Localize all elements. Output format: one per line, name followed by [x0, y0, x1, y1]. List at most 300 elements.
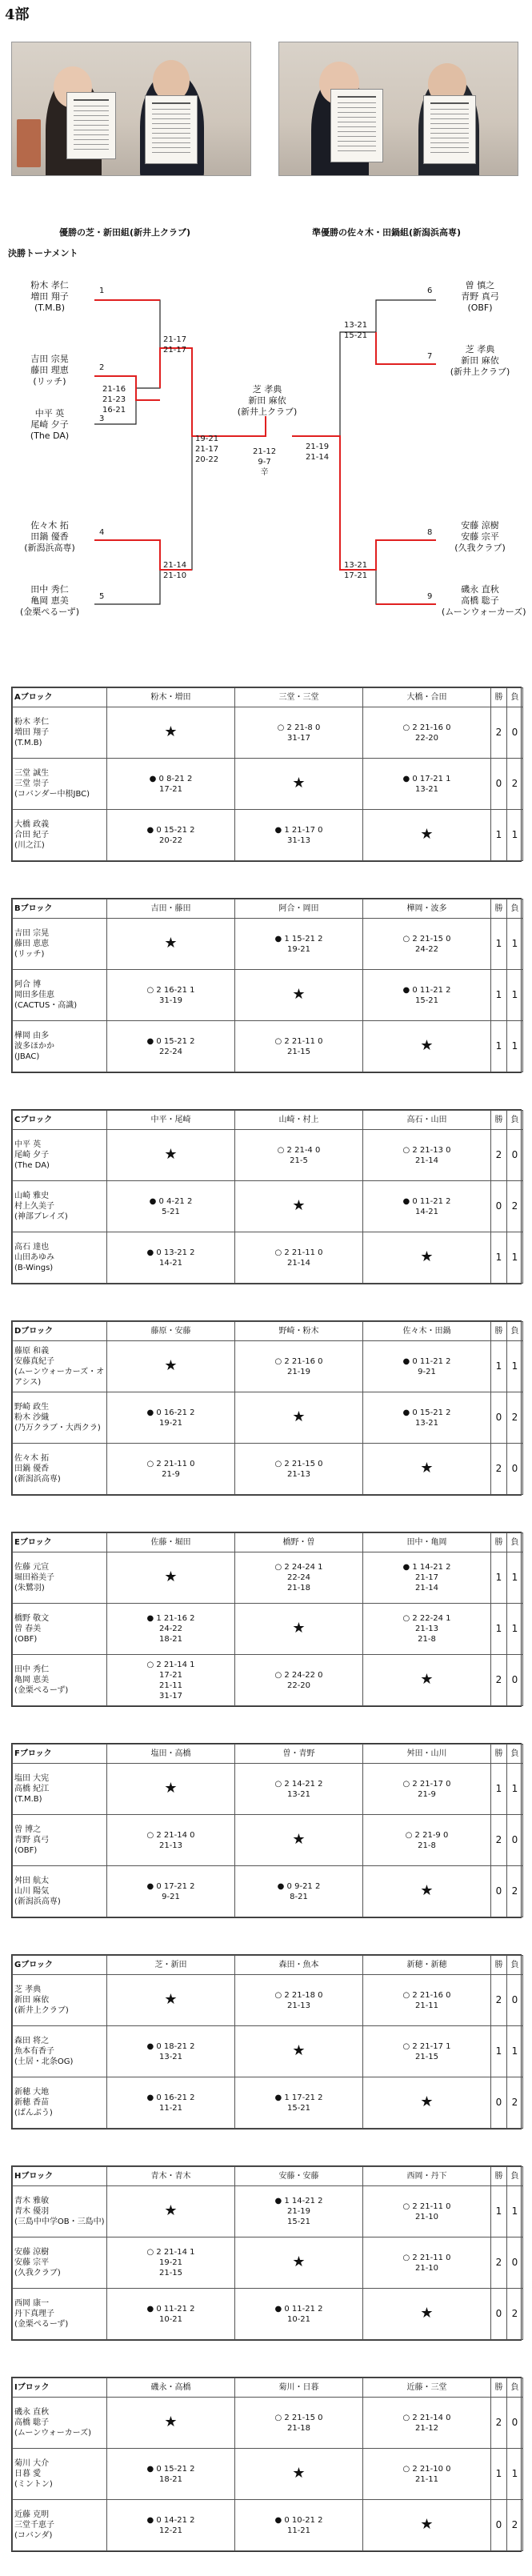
player-names: 大橋 政義 合田 紀子 (川之江) — [13, 810, 107, 861]
column-header: 藤原・安藤 — [107, 1322, 235, 1341]
star-icon: ★ — [164, 1779, 178, 1797]
player-names: 安藤 涼樹 安藤 宗平 (久我クラブ) — [13, 2237, 107, 2289]
bracket-team: 安藤 涼樹 安藤 宗平 (久我クラブ) — [454, 520, 506, 553]
player-names: 三堂 誠生 三堂 崇子 (コバンダー中根JBC) — [13, 759, 107, 810]
star-icon: ★ — [420, 1670, 434, 1688]
star-icon: ★ — [164, 1568, 178, 1585]
star-icon: ★ — [292, 1196, 306, 1214]
match-cell: ○ 2 21-8 0 31-17 — [235, 707, 363, 759]
star-icon: ★ — [164, 2413, 178, 2430]
seed-number: 1 — [99, 286, 105, 295]
match-cell — [363, 2500, 491, 2551]
match-cell — [107, 1341, 235, 1392]
column-header: 塩田・高橋 — [107, 1745, 235, 1764]
loss-count: 2 — [507, 1392, 523, 1444]
match-cell: ○ 2 21-11 0 21-10 — [363, 2237, 491, 2289]
block-name: Bブロック — [13, 899, 107, 919]
match-cell: ● 1 17-21 2 15-21 — [235, 2077, 363, 2129]
star-icon: ★ — [164, 1990, 178, 2008]
loss-count: 0 — [507, 1130, 523, 1181]
win-count: 1 — [491, 1552, 507, 1604]
loss-count: 1 — [507, 970, 523, 1021]
column-header: 粉木・増田 — [107, 688, 235, 707]
star-icon: ★ — [292, 1619, 306, 1637]
player-names: 樺岡 由多 波多ほかか (JBAC) — [13, 1021, 107, 1072]
column-header: 安藤・安藤 — [235, 2167, 363, 2186]
match-cell: ○ 2 21-16 0 21-19 — [235, 1341, 363, 1392]
win-count: 1 — [491, 2026, 507, 2077]
player-names: 舛田 航太 山川 陽気 (新潟浜高専) — [13, 1866, 107, 1917]
player-names: 塩田 大宪 高橋 紀江 (T.M.B) — [13, 1764, 107, 1815]
win-count: 0 — [491, 2289, 507, 2340]
block-table — [11, 2165, 522, 2341]
win-count: 1 — [491, 1764, 507, 1815]
match-cell: ● 0 10-21 2 11-21 — [235, 2500, 363, 2551]
match-cell: ○ 2 21-16 0 21-11 — [363, 1975, 491, 2026]
match-score: 21-14 21-10 — [163, 561, 187, 580]
seed-number: 4 — [99, 528, 105, 537]
block-table — [11, 898, 522, 1073]
block-table — [11, 1743, 522, 1918]
win-count: 2 — [491, 1444, 507, 1495]
block-name: Cブロック — [13, 1111, 107, 1130]
star-icon: ★ — [420, 2093, 434, 2110]
column-header: 三堂・三堂 — [235, 688, 363, 707]
player-names: 佐々木 拓 田鍋 優香 (新潟浜高専) — [13, 1444, 107, 1495]
loss-count: 1 — [507, 2449, 523, 2500]
match-cell: ○ 2 21-15 0 24-22 — [363, 919, 491, 970]
table-row — [13, 2289, 523, 2340]
star-icon: ★ — [292, 774, 306, 791]
match-cell: ● 0 15-21 2 20-22 — [107, 810, 235, 861]
loss-header: 負 — [507, 1111, 523, 1130]
win-header: 勝 — [491, 1322, 507, 1341]
match-cell: ○ 2 24-22 0 22-20 — [235, 1655, 363, 1706]
seed-number: 2 — [99, 363, 105, 372]
table-row — [13, 1604, 523, 1655]
table-row — [13, 2026, 523, 2077]
player-names: 山崎 雅史 村上久美子 (神部ブレイズ) — [13, 1181, 107, 1232]
table-row — [13, 810, 523, 861]
player-names: 阿合 博 岡田多佳恵 (CACTUS・高識) — [13, 970, 107, 1021]
match-score: 21-17 21-17 — [163, 335, 187, 355]
match-cell: ● 0 17-21 2 9-21 — [107, 1866, 235, 1917]
table-row — [13, 1815, 523, 1866]
win-header: 勝 — [491, 1745, 507, 1764]
match-cell: ● 0 14-21 2 12-21 — [107, 2500, 235, 2551]
loss-header: 負 — [507, 1745, 523, 1764]
match-cell: ● 1 14-21 2 21-19 15-21 — [235, 2186, 363, 2237]
win-count: 2 — [491, 1655, 507, 1706]
match-cell: ○ 2 24-24 1 22-24 21-18 — [235, 1552, 363, 1604]
win-header: 勝 — [491, 2378, 507, 2398]
bracket-team: 磯永 直秋 高橋 聡子 (ムーンウォーカーズ) — [442, 584, 526, 617]
player-names: 芝 孝典 新田 麻依 (新井上クラブ) — [13, 1975, 107, 2026]
table-row — [13, 2500, 523, 2551]
column-header: 芝・新田 — [107, 1956, 235, 1975]
match-cell: ● 0 9-21 2 8-21 — [235, 1866, 363, 1917]
match-cell: ○ 2 21-15 0 21-18 — [235, 2398, 363, 2449]
player-names: 菊川 大介 日暮 愛 (ミントン) — [13, 2449, 107, 2500]
match-cell: ● 0 11-21 2 14-21 — [363, 1181, 491, 1232]
match-cell — [107, 1552, 235, 1604]
match-cell: ● 0 11-21 2 10-21 — [107, 2289, 235, 2340]
table-row — [13, 2077, 523, 2129]
loss-count: 2 — [507, 2289, 523, 2340]
win-header: 勝 — [491, 1111, 507, 1130]
win-count: 1 — [491, 810, 507, 861]
player-names: 新穂 大地 新穂 香苗 (ばんぶう) — [13, 2077, 107, 2129]
star-icon: ★ — [420, 2515, 434, 2533]
bracket-team: 粉木 孝仁 増田 翔子 (T.M.B) — [30, 280, 69, 313]
bracket-team: 佐々木 拓 田鍋 優香 (新潟浜高専) — [24, 520, 75, 553]
table-row — [13, 1392, 523, 1444]
loss-count: 1 — [507, 1341, 523, 1392]
player-names: 藤原 和義 安藤真紀子 (ムーンウォーカーズ・オアシス) — [13, 1341, 107, 1392]
table-row — [13, 707, 523, 759]
match-cell: ● 0 4-21 2 5-21 — [107, 1181, 235, 1232]
column-header: 樺岡・波多 — [363, 899, 491, 919]
match-cell: ● 0 11-21 2 10-21 — [235, 2289, 363, 2340]
win-count: 2 — [491, 1815, 507, 1866]
match-cell — [363, 1021, 491, 1072]
match-cell: ○ 2 21-11 0 21-14 — [235, 1232, 363, 1284]
loss-count: 1 — [507, 919, 523, 970]
table-row — [13, 1341, 523, 1392]
table-row — [13, 1021, 523, 1072]
match-cell: ● 1 21-17 0 31-13 — [235, 810, 363, 861]
column-header: 佐藤・堀田 — [107, 1533, 235, 1552]
bracket-team: 芝 孝典 新田 麻依 (新井上クラブ) — [450, 344, 510, 377]
player-names: 曽 博之 青野 真弓 (OBF) — [13, 1815, 107, 1866]
block-name: Iブロック — [13, 2378, 107, 2398]
star-icon: ★ — [420, 825, 434, 843]
block-name: Gブロック — [13, 1956, 107, 1975]
column-header: 佐々木・田鍋 — [363, 1322, 491, 1341]
match-cell — [107, 1130, 235, 1181]
win-count: 2 — [491, 2237, 507, 2289]
player-names: 森田 将之 魚本有香子 (土居・北条OG) — [13, 2026, 107, 2077]
star-icon: ★ — [420, 2304, 434, 2322]
column-header: 舛田・山川 — [363, 1745, 491, 1764]
match-cell — [235, 1181, 363, 1232]
page-title: 4部 — [5, 6, 30, 23]
block-table — [11, 1320, 522, 1496]
player-names: 西岡 康一 丹下真理子 (金栗ぺるーず) — [13, 2289, 107, 2340]
column-header: 森田・魚本 — [235, 1956, 363, 1975]
loss-header: 負 — [507, 2378, 523, 2398]
match-cell — [363, 1444, 491, 1495]
win-count: 1 — [491, 1341, 507, 1392]
match-score: 13-21 15-21 — [344, 321, 368, 340]
champion-team: 芝 孝典 新田 麻依 (新井上クラブ) — [237, 384, 298, 417]
block-name: Aブロック — [13, 688, 107, 707]
table-row — [13, 1130, 523, 1181]
star-icon: ★ — [292, 985, 306, 1003]
player-names: 磯永 直秋 高橋 聡子 (ムーンウォーカーズ) — [13, 2398, 107, 2449]
match-score: 21-19 21-14 — [306, 443, 330, 462]
star-icon: ★ — [292, 1408, 306, 1425]
tournament-label: 決勝トーナメント — [8, 248, 78, 258]
match-cell: ● 0 13-21 2 14-21 — [107, 1232, 235, 1284]
column-header: 橋野・曽 — [235, 1533, 363, 1552]
loss-count: 1 — [507, 1021, 523, 1072]
match-cell: ● 1 14-21 2 21-17 21-14 — [363, 1552, 491, 1604]
table-row — [13, 1764, 523, 1815]
loss-header: 負 — [507, 2167, 523, 2186]
runnerup-photo — [278, 42, 518, 176]
star-icon: ★ — [420, 1881, 434, 1899]
match-cell — [235, 970, 363, 1021]
match-cell — [363, 1866, 491, 1917]
table-row — [13, 2398, 523, 2449]
match-cell: ○ 2 21-18 0 21-13 — [235, 1975, 363, 2026]
match-cell — [235, 2026, 363, 2077]
seed-number: 3 — [99, 415, 105, 423]
match-cell — [107, 2186, 235, 2237]
match-cell: ● 0 16-21 2 19-21 — [107, 1392, 235, 1444]
match-cell: ● 0 15-21 2 22-24 — [107, 1021, 235, 1072]
win-count: 1 — [491, 1604, 507, 1655]
match-cell: ● 1 21-16 2 24-22 18-21 — [107, 1604, 235, 1655]
column-header: 近藤・三堂 — [363, 2378, 491, 2398]
column-header: 中平・尾崎 — [107, 1111, 235, 1130]
match-cell — [235, 2449, 363, 2500]
match-cell: ○ 2 21-11 0 21-9 — [107, 1444, 235, 1495]
column-header: 菊川・日暮 — [235, 2378, 363, 2398]
player-names: 吉田 宗晃 藤田 恵恵 (リッチ) — [13, 919, 107, 970]
match-cell: ● 0 8-21 2 17-21 — [107, 759, 235, 810]
match-cell: ○ 2 21-9 0 21-8 — [363, 1815, 491, 1866]
win-header: 勝 — [491, 1533, 507, 1552]
bracket-team: 田中 秀仁 亀岡 恵美 (金栗ぺるーず) — [19, 584, 80, 617]
loss-count: 0 — [507, 1655, 523, 1706]
match-cell — [363, 2289, 491, 2340]
match-cell: ○ 2 21-17 1 21-15 — [363, 2026, 491, 2077]
final-score: 21-12 9-7 辛 — [253, 447, 277, 477]
match-cell: ○ 2 22-24 1 21-13 21-8 — [363, 1604, 491, 1655]
star-icon: ★ — [164, 723, 178, 740]
table-row — [13, 2449, 523, 2500]
match-cell — [363, 1232, 491, 1284]
column-header: 阿合・岡田 — [235, 899, 363, 919]
win-header: 勝 — [491, 1956, 507, 1975]
star-icon: ★ — [164, 2201, 178, 2219]
match-cell: ○ 2 21-14 0 21-12 — [363, 2398, 491, 2449]
star-icon: ★ — [164, 934, 178, 951]
match-cell — [363, 810, 491, 861]
match-cell — [107, 919, 235, 970]
column-header: 山崎・村上 — [235, 1111, 363, 1130]
match-cell — [235, 1392, 363, 1444]
win-count: 1 — [491, 1021, 507, 1072]
match-cell: ○ 2 21-10 0 21-11 — [363, 2449, 491, 2500]
loss-count: 2 — [507, 759, 523, 810]
star-icon: ★ — [164, 1145, 178, 1163]
column-header: 田中・亀岡 — [363, 1533, 491, 1552]
match-cell — [235, 759, 363, 810]
star-icon: ★ — [420, 1036, 434, 1054]
match-cell: ○ 2 21-16 0 22-20 — [363, 707, 491, 759]
win-count: 1 — [491, 970, 507, 1021]
block-name: Eブロック — [13, 1533, 107, 1552]
column-header: 新穂・新穂 — [363, 1956, 491, 1975]
table-row — [13, 1444, 523, 1495]
player-names: 田中 秀仁 亀岡 恵美 (金栗ぺるーず) — [13, 1655, 107, 1706]
loss-count: 1 — [507, 2026, 523, 2077]
column-header: 野崎・粉木 — [235, 1322, 363, 1341]
loss-count: 0 — [507, 2398, 523, 2449]
match-cell: ● 0 18-21 2 13-21 — [107, 2026, 235, 2077]
win-count: 0 — [491, 1866, 507, 1917]
win-count: 0 — [491, 759, 507, 810]
star-icon: ★ — [420, 1459, 434, 1476]
match-cell: ● 0 15-21 2 13-21 — [363, 1392, 491, 1444]
block-name: Fブロック — [13, 1745, 107, 1764]
column-header: 青木・青木 — [107, 2167, 235, 2186]
runnerup-caption: 準優勝の佐々木・田鍋組(新潟浜高専) — [312, 227, 462, 238]
match-cell — [235, 1815, 363, 1866]
table-row — [13, 2237, 523, 2289]
loss-count: 1 — [507, 1232, 523, 1284]
match-cell — [107, 1764, 235, 1815]
loss-header: 負 — [507, 688, 523, 707]
loss-header: 負 — [507, 1956, 523, 1975]
seed-number: 7 — [427, 352, 433, 361]
loss-header: 負 — [507, 1533, 523, 1552]
win-count: 2 — [491, 1130, 507, 1181]
win-count: 0 — [491, 2077, 507, 2129]
player-names: 高石 達也 山田あゆみ (B-Wings) — [13, 1232, 107, 1284]
table-row — [13, 970, 523, 1021]
win-count: 1 — [491, 1232, 507, 1284]
win-header: 勝 — [491, 899, 507, 919]
match-cell: ○ 2 21-17 0 21-9 — [363, 1764, 491, 1815]
table-row — [13, 1232, 523, 1284]
player-names: 中平 英 尾崎 夕子 (The DA) — [13, 1130, 107, 1181]
loss-count: 2 — [507, 2077, 523, 2129]
seed-number: 5 — [99, 592, 105, 601]
win-count: 1 — [491, 919, 507, 970]
loss-count: 1 — [507, 1604, 523, 1655]
star-icon: ★ — [292, 2464, 306, 2482]
match-cell: ○ 2 21-11 0 21-10 — [363, 2186, 491, 2237]
loss-count: 1 — [507, 2186, 523, 2237]
match-cell: ● 0 11-21 2 15-21 — [363, 970, 491, 1021]
win-count: 2 — [491, 1975, 507, 2026]
winner-photo — [11, 42, 251, 176]
tournament-bracket — [0, 256, 532, 672]
player-names: 橋野 敬文 曽 春美 (OBF) — [13, 1604, 107, 1655]
player-names: 粉木 孝仁 増田 翔子 (T.M.B) — [13, 707, 107, 759]
match-cell: ○ 2 21-15 0 21-13 — [235, 1444, 363, 1495]
player-names: 青木 雅敏 青木 優羽 (三島中中学OB・三島中) — [13, 2186, 107, 2237]
block-table — [11, 687, 522, 862]
loss-count: 0 — [507, 1444, 523, 1495]
loss-count: 0 — [507, 1815, 523, 1866]
win-count: 2 — [491, 707, 507, 759]
win-count: 1 — [491, 2449, 507, 2500]
block-name: Dブロック — [13, 1322, 107, 1341]
match-cell: ● 1 15-21 2 19-21 — [235, 919, 363, 970]
win-count: 0 — [491, 1392, 507, 1444]
table-row — [13, 919, 523, 970]
column-header: 大橋・合田 — [363, 688, 491, 707]
column-header: 吉田・藤田 — [107, 899, 235, 919]
star-icon: ★ — [292, 2041, 306, 2059]
match-cell: ○ 2 16-21 1 31-19 — [107, 970, 235, 1021]
match-cell: ○ 2 21-11 0 21-15 — [235, 1021, 363, 1072]
column-header: 高石・山田 — [363, 1111, 491, 1130]
column-header: 西岡・丹下 — [363, 2167, 491, 2186]
loss-count: 2 — [507, 2500, 523, 2551]
match-cell: ○ 2 14-21 2 13-21 — [235, 1764, 363, 1815]
seed-number: 9 — [427, 592, 433, 601]
table-row — [13, 1866, 523, 1917]
loss-count: 0 — [507, 1975, 523, 2026]
match-cell: ○ 2 21-13 0 21-14 — [363, 1130, 491, 1181]
win-count: 1 — [491, 2186, 507, 2237]
table-row — [13, 1181, 523, 1232]
loss-header: 負 — [507, 1322, 523, 1341]
star-icon: ★ — [292, 2253, 306, 2270]
match-cell — [363, 1655, 491, 1706]
table-row — [13, 1975, 523, 2026]
win-header: 勝 — [491, 688, 507, 707]
column-header: 磯永・高橋 — [107, 2378, 235, 2398]
match-cell — [363, 2077, 491, 2129]
block-name: Hブロック — [13, 2167, 107, 2186]
match-cell: ● 0 15-21 2 18-21 — [107, 2449, 235, 2500]
block-table — [11, 1954, 522, 2129]
table-row — [13, 1655, 523, 1706]
bracket-team: 吉田 宗晃 藤田 理恵 (リッチ) — [30, 354, 69, 387]
loss-count: 1 — [507, 1552, 523, 1604]
match-score: 13-21 17-21 — [344, 561, 368, 580]
match-cell: ○ 2 21-14 1 17-21 21-11 31-17 — [107, 1655, 235, 1706]
match-cell — [107, 1975, 235, 2026]
block-table — [11, 1109, 522, 1284]
win-count: 0 — [491, 2500, 507, 2551]
match-cell: ○ 2 21-14 0 21-13 — [107, 1815, 235, 1866]
loss-count: 1 — [507, 810, 523, 861]
bracket-team: 曽 慎之 青野 真弓 (OBF) — [461, 280, 499, 313]
loss-count: 0 — [507, 2237, 523, 2289]
table-row — [13, 2186, 523, 2237]
match-cell: ○ 2 21-14 1 19-21 21-15 — [107, 2237, 235, 2289]
match-cell: ○ 2 21-4 0 21-5 — [235, 1130, 363, 1181]
match-cell: ● 0 11-21 2 9-21 — [363, 1341, 491, 1392]
loss-header: 負 — [507, 899, 523, 919]
block-table — [11, 1532, 522, 1707]
player-names: 野崎 政生 粉木 沙織 (乃万クラブ・大西クラ) — [13, 1392, 107, 1444]
bracket-team: 中平 英 尾崎 夕子 (The DA) — [30, 408, 70, 441]
loss-count: 2 — [507, 1866, 523, 1917]
seed-number: 8 — [427, 528, 433, 537]
match-cell — [235, 1604, 363, 1655]
player-names: 近藤 克明 三堂千恵子 (コバンダ) — [13, 2500, 107, 2551]
match-cell: ● 0 17-21 1 13-21 — [363, 759, 491, 810]
match-cell — [107, 2398, 235, 2449]
win-header: 勝 — [491, 2167, 507, 2186]
table-row — [13, 1552, 523, 1604]
match-cell: ● 0 16-21 2 11-21 — [107, 2077, 235, 2129]
star-icon: ★ — [292, 1830, 306, 1848]
star-icon: ★ — [164, 1356, 178, 1374]
winner-caption: 優勝の芝・新田組(新井上クラブ) — [59, 227, 191, 238]
match-cell — [235, 2237, 363, 2289]
match-score: 21-16 21-23 16-21 — [102, 385, 126, 415]
